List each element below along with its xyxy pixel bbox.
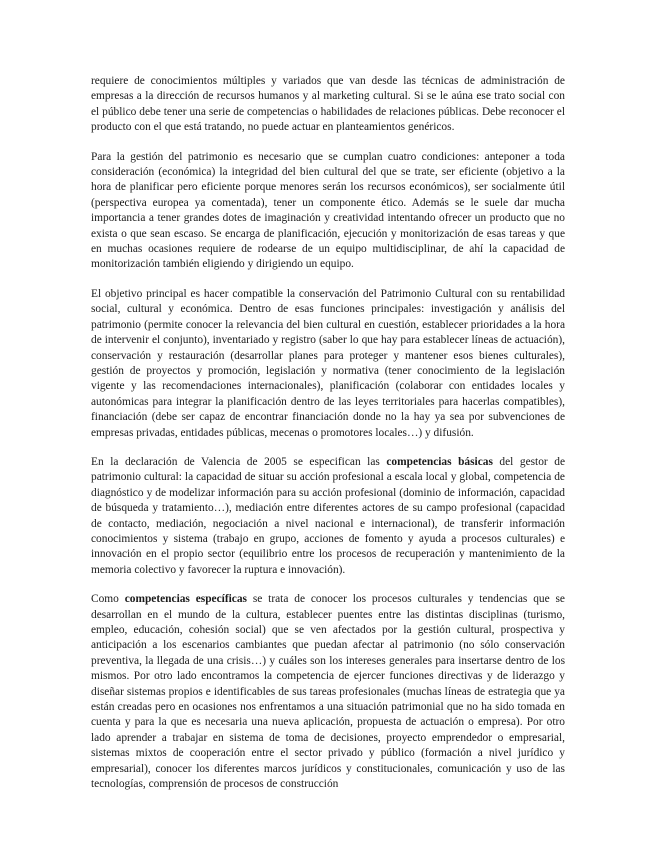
text-run: El objetivo principal es hacer compatible la conservación del Patrimonio Cultural con su rentabilidad social, cultural y económica. Dentro de esas funciones principales: investigación y análisis del patrimonio (permite conocer la relevancia del bien cultural en cuestión, establecer prioridades a la hora de intervenir el conjunto), inventariado y registro (saber lo que hay para establecer líneas de actuación), conservación y restauración (desarrollar planes para proteger y mantener esos bienes culturales), gestión de proyectos y promoción, legislación y normativa (tener conocimiento de la legislación vigente y las recomendaciones internacionales), planificación (colaborar con entidades locales y autonómicas para integrar la planificación dentro de las leyes territoriales para hacerlas compatibles), financiación (debe ser capaz de encontrar financiación donde no la hay ya sea por subvenciones de empresas privadas, entidades públicas, mecenas o promotores locales…) y difusión. [91,287,565,439]
paragraph-2 [91,150,565,273]
text-run: se trata de conocer los procesos culturales y tendencias que se desarrollan en el mundo de la cultura, establecer puentes entre las distintas disciplinas (turismo, empleo, educación, cohesión social) que se ven afectados por la gestión cultural, prospectiva y anticipación a los escenarios cambiantes que puedan afectar al patrimonio (no sólo conservación preventiva, la llegada de una crisis…) y cuáles son los intereses generales para insertarse dentro de los mismos. Por otro lado encontramos la competencia de ejercer funciones directivas y de liderazgo y diseñar sistemas propios e identificables de sus tareas profesionales (muchas líneas de estrategia que ya están creadas pero en ocasiones nos enfrentamos a una situación patrimonial que no ha sido tomada en cuenta y para la que es necesaria una nueva aplicación, propuesta de actuación o empresa). Por otro lado aprender a trabajar en sistema de toma de decisiones, proyecto emprendedor o empresarial, sistemas mixtos de cooperación entre el sector privado y público (formación a nivel jurídico y empresarial), conocer los diferentes marcos jurídicos y constitucionales, comunicación y uso de las tecnologías, comprensión de procesos de construcción [91,593,565,791]
bold-term-competencias-basicas: competencias básicas [386,455,493,468]
text-run: del gestor de patrimonio cultural: la capacidad de situar su acción profesional a escala local y global, competencia de diagnóstico y de modelizar información para su acción profesional (dominio de información, capacidad de búsqueda y tratamiento…), mediación entre diferentes actores de su campo profesional (capacidad de contacto, mediación, negociación a nivel nacional e internacional), de transferir información conocimientos y sistema (trabajo en grupo, acciones de fomento y ayuda a procesos culturales) e innovación en el propio sector (equilibrio entre los procesos de recuperación y mantenimiento de la memoria colectivo y favorecer la ruptura e innovación). [91,455,565,576]
text-run: Como [91,593,125,606]
paragraph-4 [91,455,565,578]
paragraph-3 [91,287,565,441]
document-page [91,74,565,806]
text-run: requiere de conocimientos múltiples y variados que van desde las técnicas de administración de empresas a la dirección de recursos humanos y al marketing cultural. Si se le aúna ese trato social con el público debe tener una serie de competencias o habilidades de relaciones públicas. Debe reconocer el producto con el que está tratando, no puede actuar en planteamientos genéricos. [91,75,565,134]
paragraph-5 [91,592,565,792]
bold-term-competencias-especificas: competencias específicas [124,593,247,606]
text-run: Para la gestión del patrimonio es necesario que se cumplan cuatro condiciones: anteponer a toda consideración (económica) la integridad del bien cultural del que se trate, ser eficiente (objetivo a la hora de planificar pero eficiente porque menores serán los recursos económicos), ser socialmente útil (perspectiva europea ya comentada), tener un componente ético. Además se le suele dar mucha importancia a tener grandes dotes de imaginación y creatividad intentando ofrecer un producto que no exista o que sean escaso. Se encarga de planificación, ejecución y monitorización de esas tareas y que en muchas ocasiones requiere de rodearse de un equipo multidisciplinar, de ahí la capacidad de monitorización también eligiendo y dirigiendo un equipo. [91,150,565,271]
paragraph-1 [91,74,565,136]
text-run: En la declaración de Valencia de 2005 se especifican las [91,455,387,468]
